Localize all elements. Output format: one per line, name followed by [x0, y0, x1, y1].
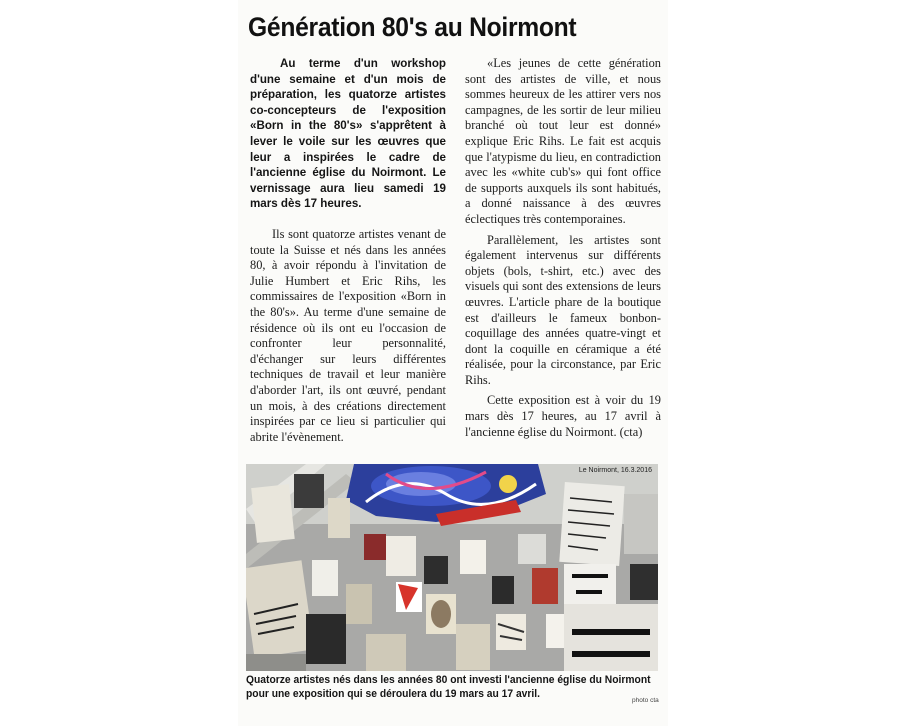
body-column-right: [465, 56, 661, 440]
body-paragraph: «Les jeunes de cette génération sont des artistes de ville, et nous sommes heureux de les attirer vers nos campagnes, de les sortir de leur milieu branché où tout leur est donné» explique Eric Rihs. Le fait est acquis que l'atypisme du lieu, en contradiction avec les «white cub's» qui font office de supports auxquels ils sont habitués, a donné naissance à des œuvres éclectiques très contemporaines.: [465, 56, 661, 226]
lead-paragraph: Au terme d'un workshop d'une semaine et d'un mois de préparation, les quatorze artistes co-concepteurs de l'exposition «Born in the 80's» s'apprêtent à lever le voile sur les œuvres que leur a inspirées le cadre de l'ancienne église du Noirmont. Le vernissage aura lieu samedi 19 mars dès 17 heures.: [250, 57, 446, 211]
body-paragraph: Parallèlement, les artistes sont également intervenus sur différents objets (bols, t-shirt, etc.) avec des visuels qui sont des extensions de leurs œuvres. L'article phare de la boutique est d'ailleurs le fameux bonbon-coquillage des années quatre-vingt et dont la coquille en céramique a été réalisée, pour la circonstance, par Eric Rihs.: [465, 232, 661, 387]
body-paragraph: Cette exposition est à voir du 19 mars dès 17 heures, au 17 avril à l'ancienne église du Noirmont. (cta): [465, 393, 661, 439]
exhibition-photo: [246, 464, 658, 671]
caption-line: Quatorze artistes nés dans les années 80 ont investi l'ancienne église du Noirmont: [246, 674, 651, 686]
body-paragraph: Ils sont quatorze artistes venant de toute la Suisse et nés dans les années 80, à avoir répondu à l'invitation de Julie Humbert et Eric Rihs, les commissaires de l'exposition «Born in the 80's». Au terme d'une semaine de résidence où ils ont eu l'occasion de confronter leur personnalité, d'échanger sur leurs différentes techniques de travail et leur manière d'aborder l'art, ils ont œuvré, pendant un mois, à des créations directement inspirées par ce lieu si particulier qui abrite l'évènement.: [250, 227, 446, 444]
article-title: Génération 80's au Noirmont: [248, 12, 577, 42]
photo-date-stamp: Le Noirmont, 16.3.2016: [578, 467, 652, 474]
caption-line: pour une exposition qui se déroulera du 19 mars au 17 avril.: [246, 688, 540, 700]
exhibition-photo-art: [246, 464, 658, 671]
photo-credit: photo cta: [632, 697, 659, 704]
body-column-left: [250, 227, 446, 445]
article-lead: [250, 56, 446, 212]
photo-caption: [246, 673, 651, 701]
